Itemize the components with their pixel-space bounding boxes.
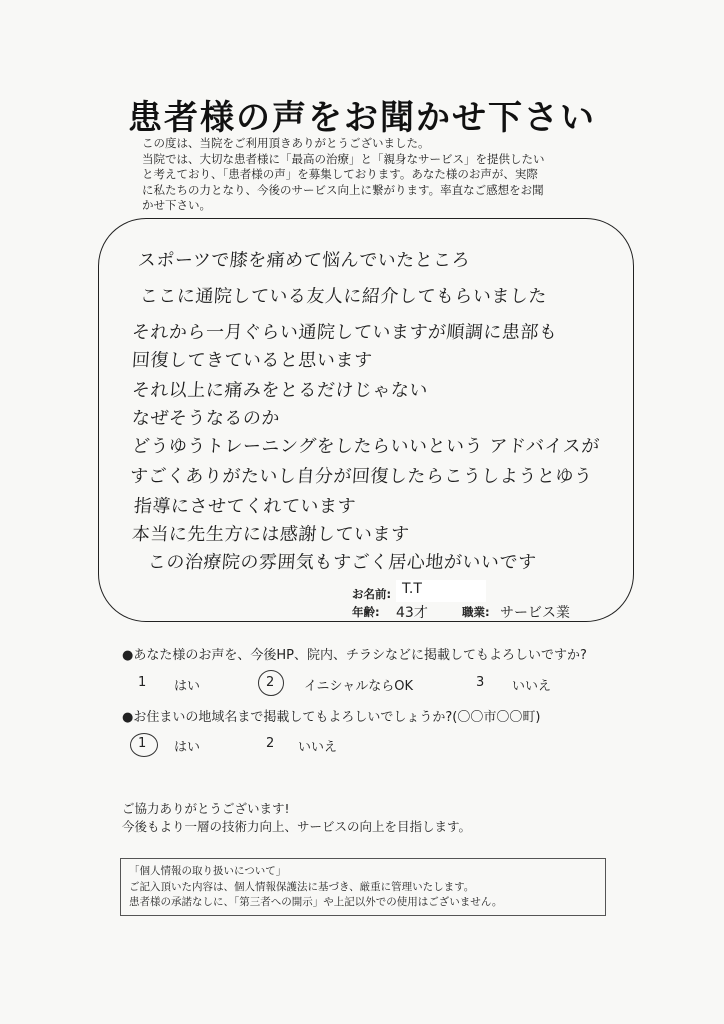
handwritten-line: 本当に先生方には感謝しています <box>131 524 411 545</box>
q1-option-3-label: いいえ <box>512 679 552 694</box>
thanks-line: 今後もより一層の技術力向上、サービスの向上を目指します。 <box>122 819 472 834</box>
q1-option-1-label: はい <box>174 679 201 694</box>
privacy-line: ご記入頂いた内容は、個人情報保護法に基づき、厳重に管理いたします。 <box>129 880 475 893</box>
job-label: 職業: <box>462 605 490 619</box>
privacy-heading: 「個人情報の取り扱いについて」 <box>129 865 287 877</box>
handwritten-line: 指導にさせてくれています <box>133 496 357 517</box>
page-title: 患者様の声をお聞かせ下さい <box>128 98 596 138</box>
q2-option-2-label: いいえ <box>298 740 338 755</box>
q1-option-1-num[interactable]: 1 <box>138 675 147 690</box>
intro-line: 当院では、大切な患者様に「最高の治療」と「親身なサービス」を提供したい <box>142 151 545 166</box>
q2-option-1-num[interactable]: 1 <box>138 736 147 751</box>
handwritten-line: すごくありがたいし自分が回復したらこうしようとゆう <box>129 466 594 487</box>
job-value: サービス業 <box>500 605 570 621</box>
question-1-text: ●あなた様のお声を、今後HP、院内、チラシなどに掲載してもよろしいですか? <box>122 648 587 663</box>
privacy-notice <box>120 858 606 916</box>
intro-text <box>142 136 612 214</box>
handwritten-line: この治療院の雰囲気もすごく居心地がいいです <box>147 552 538 573</box>
intro-line: と考えており、「患者様の声」を募集しております。あなた様のお声が、実際 <box>142 167 538 181</box>
age-label: 年齢: <box>352 605 380 619</box>
handwritten-line: どうゆうトレーニングをしたらいいという アドバイスが <box>131 436 601 457</box>
q1-option-3-num[interactable]: 3 <box>476 675 485 690</box>
handwritten-line: ここに通院している友人に紹介してもらいました <box>139 286 548 307</box>
handwritten-line: それ以上に痛みをとるだけじゃない <box>131 380 429 401</box>
thanks-line: ご協力ありがとうございます! <box>122 801 290 816</box>
handwritten-line: 回復してきていると思います <box>131 350 374 371</box>
age-value: 43才 <box>396 605 428 621</box>
thanks-text <box>122 800 471 836</box>
q1-option-2-label: イニシャルならOK <box>304 679 413 694</box>
handwritten-line: スポーツで膝を痛めて悩んでいたところ <box>137 250 471 271</box>
q2-option-2-num[interactable]: 2 <box>266 736 275 751</box>
q1-option-2-num[interactable]: 2 <box>266 675 275 690</box>
q2-option-1-label: はい <box>174 740 201 755</box>
privacy-line: 患者様の承諾なしに、「第三者への開示」や上記以外での使用はございません。 <box>129 896 503 908</box>
name-label: お名前: <box>352 587 392 601</box>
question-2-text: ●お住まいの地域名まで掲載してもよろしいでしょうか?(〇〇市〇〇町) <box>122 710 541 725</box>
intro-line: に私たちの力となり、今後のサービス向上に繋がります。率直なご感想をお聞 <box>142 182 544 197</box>
handwritten-line: なぜそうなるのか <box>131 408 281 429</box>
name-value: T.T <box>402 581 422 597</box>
handwritten-line: それから一月ぐらい通院していますが順調に患部も <box>131 322 559 343</box>
intro-line: かせ下さい。 <box>142 198 211 212</box>
intro-line: この度は、当院をご利用頂きありがとうございました。 <box>142 136 430 150</box>
